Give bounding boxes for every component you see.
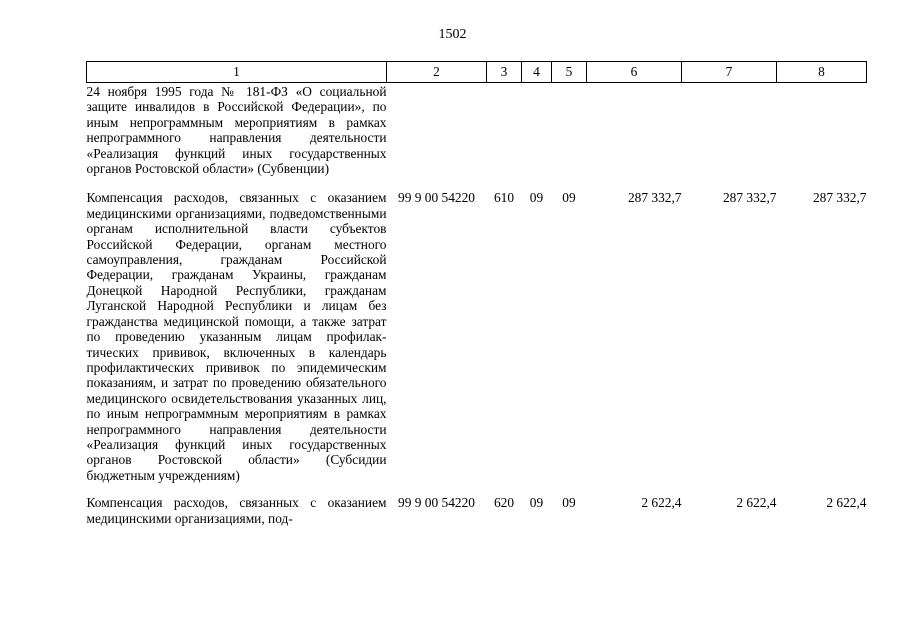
row-expense-type: 620 [493, 495, 515, 511]
row-amount-col8: 287 332,7 [812, 190, 867, 206]
column-header-1: 1 [87, 62, 387, 83]
row-subsection [552, 83, 587, 191]
header-row [87, 62, 867, 83]
column-header-2: 2 [387, 62, 487, 83]
row-amount-col7 [682, 83, 777, 191]
row-amount-col6: 2 622,4 [641, 495, 682, 511]
row-section: 09 [529, 495, 544, 511]
row-expense-type: 610 [493, 190, 515, 206]
column-header-6: 6 [587, 62, 682, 83]
column-header-8: 8 [777, 62, 867, 83]
column-header-7: 7 [682, 62, 777, 83]
table-row [87, 190, 867, 495]
row-amount-col8: 2 622,4 [826, 495, 867, 511]
row-section [522, 83, 552, 191]
table-row [87, 83, 867, 191]
row-description: Компенсация расходов, связанных с оказанием медицинскими организациями, подведомственными органам исполнительной власти субъектов Российской Федерации, органам местного самоуправления, гражданам Российской Федерации, гражданам Украины, гражданам Донецкой Народной Республики, гражданам Луганской Народной Республики и лицам без гражданства медицинской помощи, а также затрат по проведению указанным лицам профилактических прививок, включенных в календарь профилактических прививок по эпидемическим показаниям, и затрат по проведению обязательного медицинского освидетельствования указанных лиц, по иным непрограммным мероприятиям в рамках непрограммного направления деятельности «Реализация функций иных государственных органов Ростовской области» (Субсидии бюджетным учреждениям) [86, 190, 387, 483]
row-description: Компенсация расходов, связанных с оказанием медицинскими организациями, под- [86, 495, 387, 526]
row-target-code: 99 9 00 54220 [398, 495, 475, 511]
row-target-code [387, 83, 487, 191]
row-amount-col6: 287 332,7 [627, 190, 682, 206]
row-description: 24 ноября 1995 года № 181-ФЗ «О социальной защите инвалидов в Российской Федерации», по иным непрограммным мероприятиям в рамках непрограммного направления деятельности «Реализация функций иных государственных органов Ростовской области» (Субвенции) [86, 84, 387, 177]
row-expense-type [487, 83, 522, 191]
row-amount-col6 [587, 83, 682, 191]
table-row [87, 495, 867, 538]
column-header-5: 5 [552, 62, 587, 83]
column-header-4: 4 [522, 62, 552, 83]
row-target-code: 99 9 00 54220 [398, 190, 475, 206]
row-amount-col7: 2 622,4 [736, 495, 777, 511]
row-subsection: 09 [562, 190, 576, 206]
column-header-3: 3 [487, 62, 522, 83]
page-number: 1502 [438, 27, 467, 42]
row-amount-col7: 287 332,7 [722, 190, 777, 206]
row-subsection: 09 [562, 495, 576, 511]
row-section: 09 [529, 190, 544, 206]
row-amount-col8 [777, 83, 867, 191]
budget-table [86, 61, 867, 538]
